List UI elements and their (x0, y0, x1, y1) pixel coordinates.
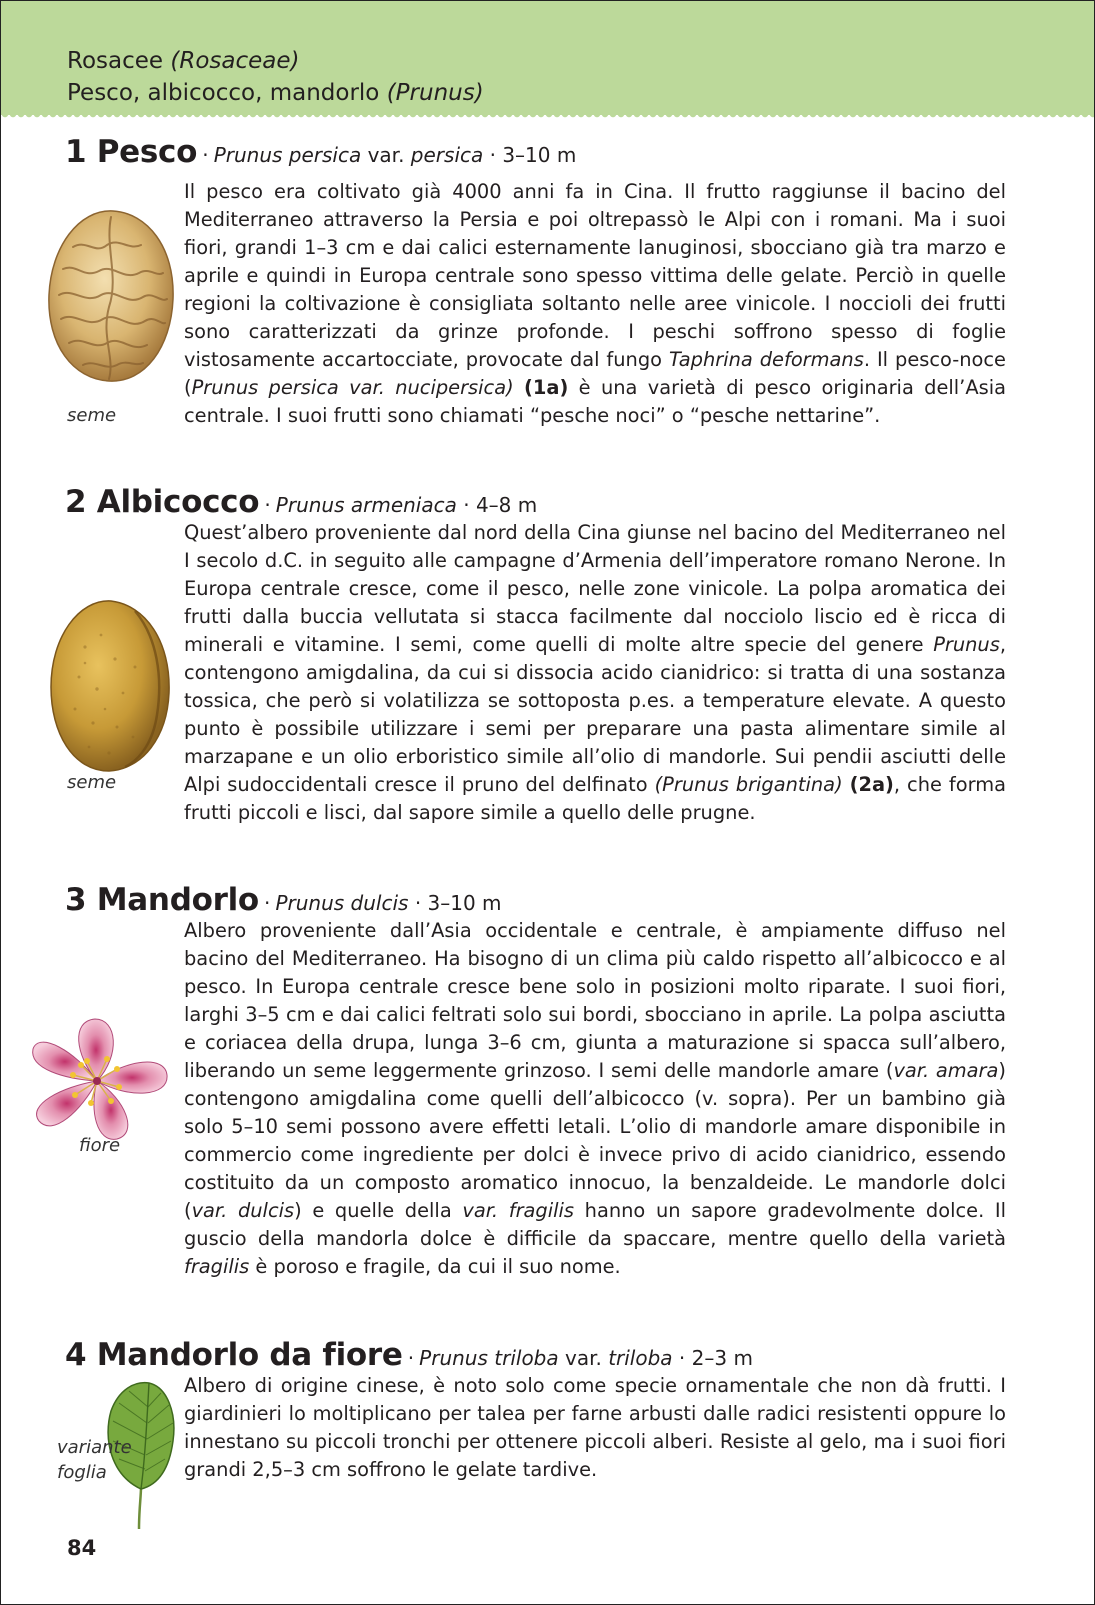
section-title-pesco (65, 134, 576, 170)
height-range: · 3–10 m (414, 891, 502, 915)
peach-stone-illustration (43, 207, 179, 387)
separator: · (264, 493, 271, 517)
genus-common-names: Pesco, albicocco, mandorlo (67, 80, 380, 106)
var-label: var. (564, 1346, 602, 1370)
pesco-description: Il pesco era coltivato già 4000 anni fa in Cina. Il frutto raggiunse il bacino del Mediterraneo attraverso la Persia e poi oltrepassò le Alpi con i romani. Ma i suoi fiori, grandi 1–3 cm e dai calici esternamente lanuginosi, sbocciano già tra marzo e aprile e quindi in Europa centrale sono spesso vittima delle gelate. Perciò in quelle regioni la coltivazione è consigliata soltanto nelle aree vinicole. I noccioli dei frutti sono caratterizzati da grinze profonde. I peschi soffrono spesso di foglie vistosamente accartocciate, provocate dal fungo Taphrina deformans. Il pesco-noce (Prunus persica var. nucipersica) (1a) è una varietà di pesco originaria dell’Asia centrale. I suoi frutti sono chiamati “pesche noci” o “pesche nettarine”. (184, 180, 1006, 427)
genus-latin-name: (Prunus) (386, 80, 484, 106)
genus-title (67, 80, 484, 106)
apricot-stone-illustration (45, 597, 175, 777)
family-title (67, 48, 299, 74)
species-name: 1 Pesco (65, 134, 198, 170)
species-name: 2 Albicocco (65, 484, 260, 520)
height-range: · 2–3 m (678, 1346, 753, 1370)
latin-variety: persica (410, 143, 484, 167)
mandorlo-description: Albero proveniente dall’Asia occidentale e centrale, è ampiamente diffuso nel bacino del Mediterraneo. Ha bisogno di un clima più caldo rispetto all’albicocco e al pesco. In Europa centrale cresce bene solo in posizioni molto riparate. I suoi fiori, larghi 3–5 cm e dai calici feltrati solo sui bordi, sbocciano in aprile. La polpa asciutta e coriacea della drupa, lunga 3–6 cm, giunta a maturazione si spacca sull’albero, liberando un seme leggermente grinzoso. I semi delle mandorle amare (var. amara) contengono amigdalina come quelli dell’albicocco (v. sopra). Per un bambino già solo 5–10 semi possono avere effetti letali. L’olio di mandorle amare disponibile in commercio come ingrediente per dolci è invece privo di acido cianidrico, essendo costituito da un composto aromatico innocuo, la benzaldeide. Le mandorle dolci (var. dulcis) e quelle della var. fragilis hanno un sapore gradevolmente dolce. Il guscio della mandorla dolce è difficile da spaccare, mentre quello della varietà fragilis è poroso e fragile, da cui il suo nome. (184, 919, 1007, 1278)
leaf-illustration (101, 1379, 179, 1539)
latin-name: Prunus dulcis (275, 891, 409, 915)
latin-name: Prunus triloba (419, 1346, 559, 1370)
latin-name: Prunus armeniaca (275, 493, 457, 517)
page-number: 84 (67, 1536, 97, 1560)
illustration-caption-variante: variante (57, 1437, 132, 1458)
family-latin-name: (Rosaceae) (170, 48, 300, 74)
height-range: · 4–8 m (463, 493, 538, 517)
illustration-caption-foglia: foglia (57, 1462, 107, 1483)
illustration-caption-seme: seme (67, 405, 117, 426)
section-title-mandorlo (65, 882, 502, 918)
separator: · (264, 891, 271, 915)
species-name: 3 Mandorlo (65, 882, 259, 918)
chapter-header-banner (1, 1, 1094, 115)
mandorlo-da-fiore-description: Albero di origine cinese, è noto solo come specie ornamentale che non dà frutti. I giardinieri lo moltiplicano per talea per farne arbusti dalle radici resistenti oppure lo innestano su piccoli tronchi per ottenere piccoli alberi. Resiste al gelo, ma i suoi fiori grandi 2,5–3 cm soffrono le gelate tardive. (184, 1374, 1006, 1481)
illustration-caption-fiore: fiore (79, 1135, 121, 1156)
albicocco-description: Quest’albero proveniente dal nord della Cina giunse nel bacino del Mediterraneo nel I secolo d.C. in seguito alle campagne d’Armenia dell’imperatore romano Nerone. In Europa centrale cresce, come il pesco, nelle zone vinicole. La polpa aromatica dei frutti dalla buccia vellutata si stacca facilmente dal nocciolo liscio ed è ricca di minerali e vitamine. I semi, come quelli di molte altre specie del genere Prunus, contengono amigdalina, da cui si dissocia acido cianidrico: si tratta di una sostanza tossica, che però si volatilizza se sottoposta p.es. a temperature elevate. A questo punto è possibile utilizzare i semi per preparare una pasta alimentare simile al marzapane e un olio erboristico simile all’olio di mandorle. Sui pendii asciutti delle Alpi sudoccidentali cresce il pruno del delfinato (Prunus brigantina) (2a), che forma frutti piccoli e lisci, dal sapore simile a quello delle prugne. (184, 521, 1006, 824)
height-range: · 3–10 m (489, 143, 577, 167)
var-label: var. (367, 143, 405, 167)
separator: · (407, 1346, 415, 1370)
latin-variety: triloba (608, 1346, 673, 1370)
section-title-mandorlo-da-fiore (65, 1337, 753, 1373)
family-name: Rosacee (67, 48, 164, 74)
latin-name: Prunus persica (213, 143, 362, 167)
separator: · (202, 143, 209, 167)
almond-flower-illustration (25, 1015, 175, 1145)
section-title-albicocco (65, 484, 537, 520)
illustration-caption-seme: seme (67, 772, 117, 793)
species-name: 4 Mandorlo da fiore (65, 1337, 403, 1373)
